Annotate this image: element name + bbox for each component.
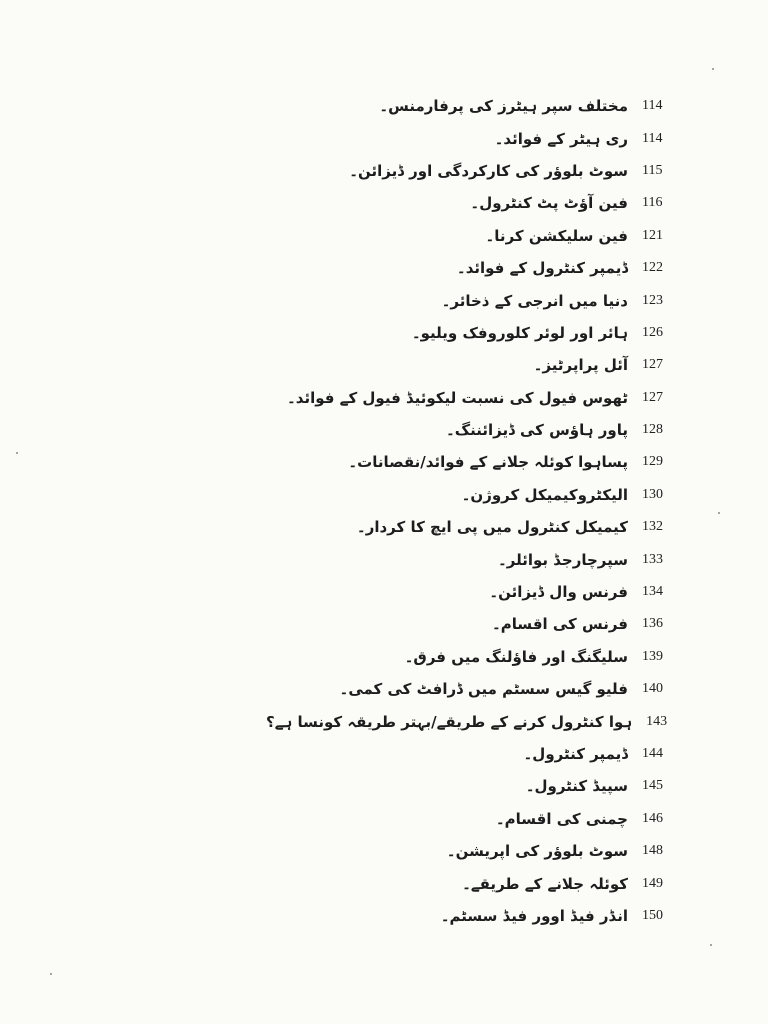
toc-entry-title: ڈیمپر کنٹرول کے فوائد۔ [456,259,628,278]
toc-entry-page: 130 [642,486,663,502]
toc-entry-page: 140 [642,681,663,697]
toc-entry-page: 143 [646,713,668,729]
toc-entry-page: 129 [642,454,663,470]
toc-entry [266,187,686,219]
toc-entry [266,835,686,867]
toc-entry-title: سوٹ بلوؤر کی اپریشن۔ [446,842,628,861]
toc-entry-page: 116 [642,195,663,211]
toc-entry-title: فرنس کی اقسام۔ [492,615,628,634]
toc-entry [266,317,686,349]
scan-speck [710,944,712,946]
toc-entry-page: 132 [642,519,663,535]
toc-entry-title: مختلف سپر ہیٹرز کی پرفارمنس۔ [379,97,628,116]
toc-entry-page: 150 [642,907,663,923]
toc-entry [266,284,686,316]
toc-entry-title: سپیڈ کنٹرول۔ [525,777,628,796]
toc-entry-title: ہائر اور لوئر کلوروفک ویلیو۔ [411,323,628,342]
toc-entry [266,479,686,511]
toc-entry [266,803,686,835]
toc-entry-page: 146 [642,810,663,826]
toc-entry-title: ہوا کنٹرول کرنے کے طریقے/بہتر طریقہ کونسا ہے؟ [266,712,633,731]
toc-entry [266,900,686,932]
toc-entry-page: 114 [642,98,663,114]
scan-speck [16,452,18,454]
toc-entry-title: الیکٹروکیمیکل کروژن۔ [461,485,628,504]
toc-entry-page: 123 [642,292,663,308]
toc-entry-page: 148 [642,843,663,859]
toc-entry [266,673,686,705]
toc-entry [266,576,686,608]
toc-entry [266,738,686,770]
toc-entry-title: کیمیکل کنٹرول میں پی ایچ کا کردار۔ [356,518,628,537]
toc-entry-title: دنیا میں انرجی کے ذخائر۔ [441,291,628,310]
toc-entry [266,511,686,543]
toc-entry-title: انڈر فیڈ اوور فیڈ سسٹم۔ [440,906,628,925]
toc-entry [266,414,686,446]
toc-entry-page: 133 [642,551,663,567]
scan-speck [50,973,52,975]
toc-entry [266,90,686,122]
toc-entry [266,252,686,284]
toc-entry [266,155,686,187]
toc-entry-title: سوٹ بلوؤر کی کارکردگی اور ڈیزائن۔ [349,161,628,180]
toc-entry-page: 144 [642,746,663,761]
toc-entry-title: فرنس وال ڈیزائن۔ [489,583,628,602]
toc-entry-title: فین سلیکشن کرنا۔ [485,226,628,245]
toc-entry [266,543,686,575]
toc-entry-title: آئل پراپرٹیز۔ [533,356,628,375]
toc-entry [266,608,686,640]
toc-entry-page: 122 [642,260,663,276]
toc-entry-page: 126 [642,324,663,340]
table-of-contents [266,90,686,932]
toc-entry-page: 114 [642,130,663,146]
toc-entry-page: 127 [642,389,663,405]
toc-entry-page: 136 [642,616,663,632]
toc-entry [266,220,686,252]
toc-entry-page: 139 [642,648,663,664]
toc-entry [266,770,686,802]
toc-entry-page: 145 [642,778,663,794]
toc-entry-page: 149 [642,875,663,891]
toc-entry-title: سلیگنگ اور فاؤلنگ میں فرق۔ [404,647,628,666]
toc-entry-page: 121 [642,227,663,243]
toc-entry-title: پاور ہاؤس کی ڈیزائننگ۔ [445,421,628,440]
toc-entry-page: 128 [642,422,663,438]
toc-entry-title: کوئلہ جلانے کے طریقے۔ [462,874,628,893]
toc-entry [266,382,686,414]
toc-entry [266,446,686,478]
toc-entry [266,867,686,899]
toc-entry-title: ڈیمپر کنٹرول۔ [523,745,628,763]
toc-entry-page: 127 [642,357,663,373]
toc-entry-page: 115 [642,162,663,178]
toc-entry-title: فین آؤٹ پٹ کنٹرول۔ [470,194,628,213]
toc-entry-title: سپرچارجڈ بوائلر۔ [497,550,628,569]
toc-entry [266,705,686,737]
toc-entry-page: 134 [642,584,663,600]
toc-entry [266,641,686,673]
toc-entry-title: پساہوا کوئلہ جلانے کے فوائد/نقصانات۔ [348,453,628,472]
toc-entry-title: ٹھوس فیول کی نسبت لیکوئیڈ فیول کے فوائد۔ [287,388,628,407]
toc-entry-title: فلیو گیس سسٹم میں ڈرافٹ کی کمی۔ [339,680,628,699]
scan-speck [712,68,714,70]
scan-speck [718,512,720,514]
toc-entry-title: چمنی کی اقسام۔ [495,809,628,828]
toc-entry [266,122,686,154]
toc-entry-title: ری ہیٹر کے فوائد۔ [494,129,628,148]
toc-entry [266,349,686,381]
